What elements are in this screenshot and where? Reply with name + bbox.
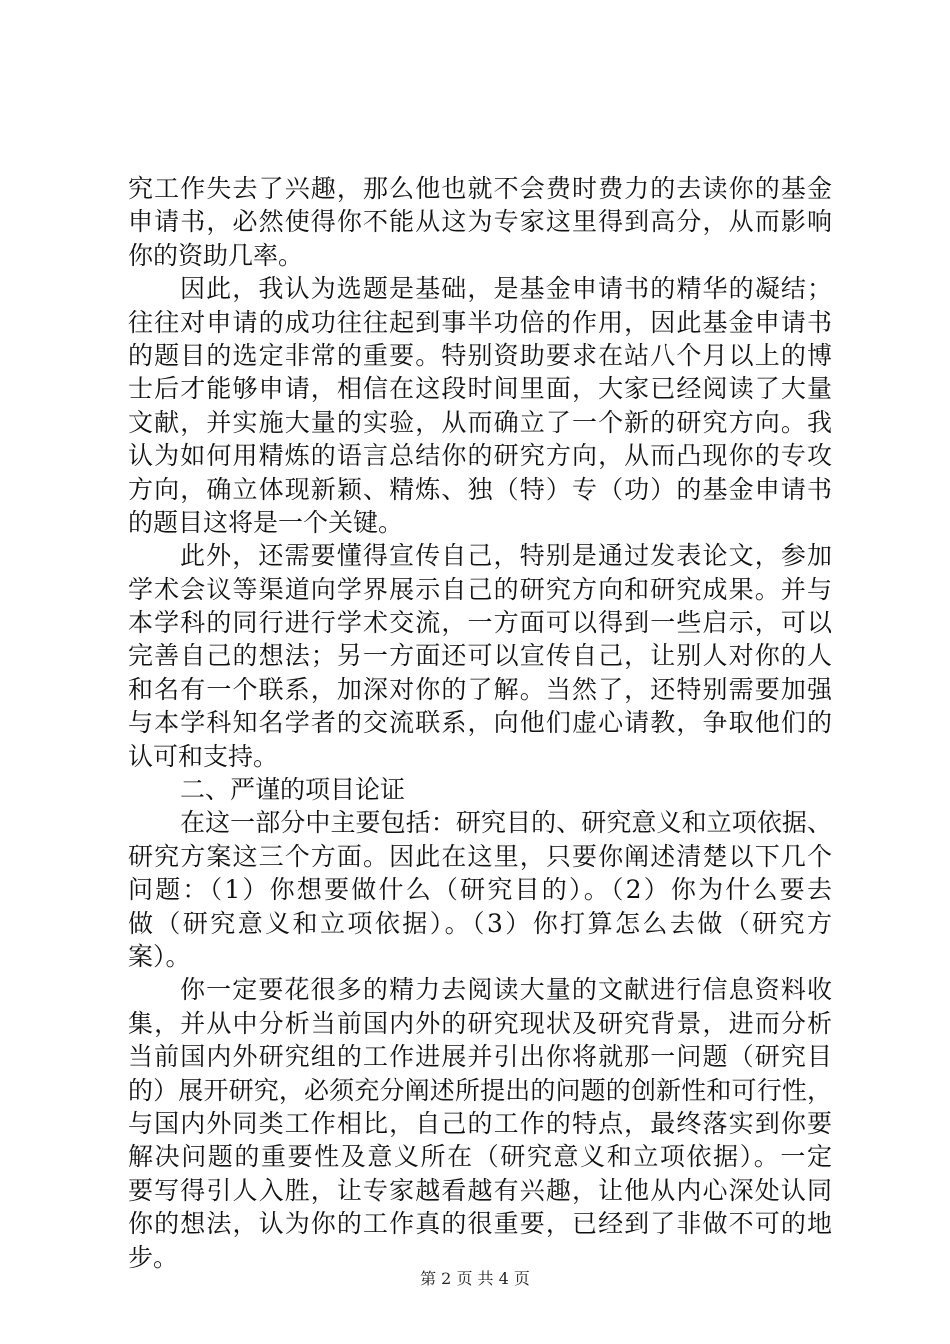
text-line: 你一定要花很多的精力去阅读大量的文献进行信息资料收 xyxy=(180,975,832,1005)
text-line: 的题目的选定非常的重要。特别资助要求在站八个月以上的博 xyxy=(128,340,832,370)
text-line: 文献，并实施大量的实验，从而确立了一个新的研究方向。我 xyxy=(128,407,832,437)
text-line: 与国内外同类工作相比，自己的工作的特点，最终落实到你要 xyxy=(128,1108,832,1138)
text-line: 集，并从中分析当前国内外的研究现状及研究背景，进而分析 xyxy=(128,1008,832,1038)
paragraph xyxy=(128,172,832,272)
text-line: 二、严谨的项目论证 xyxy=(180,775,406,805)
text-line: 往往对申请的成功往往起到事半功倍的作用，因此基金申请书 xyxy=(128,307,832,337)
text-line: 士后才能够申请，相信在这段时间里面，大家已经阅读了大量 xyxy=(128,374,832,404)
text-line: 当前国内外研究组的工作进展并引出你将就那一问题（研究目 xyxy=(128,1042,832,1072)
text-line: 和名有一个联系，加深对你的了解。当然了，还特别需要加强 xyxy=(128,674,832,704)
paragraph xyxy=(128,773,832,806)
text-line: 解决问题的重要性及意义所在（研究意义和立项依据）。一定 xyxy=(128,1142,832,1172)
text-line: 研究方案这三个方面。因此在这里，只要你阐述清楚以下几个 xyxy=(128,841,832,871)
text-line: 案）。 xyxy=(128,941,191,971)
text-line: 本学科的同行进行学术交流，一方面可以得到一些启示，可以 xyxy=(128,608,832,638)
text-line: 究工作失去了兴趣，那么他也就不会费时费力的去读你的基金 xyxy=(128,174,832,203)
text-line: 完善自己的想法；另一方面还可以宣传自己，让别人对你的人 xyxy=(128,641,832,671)
text-line: 方向，确立体现新颖、精炼、独（特）专（功）的基金申请书 xyxy=(128,474,832,504)
paragraph xyxy=(128,806,832,973)
text-line: 认为如何用精炼的语言总结你的研究方向，从而凸现你的专攻 xyxy=(128,441,832,471)
text-line: 你的想法，认为你的工作真的很重要，已经到了非做不可的地 xyxy=(128,1209,832,1239)
text-line: 你的资助几率。 xyxy=(128,240,304,270)
text-line: 的题目这将是一个关键。 xyxy=(128,507,404,537)
text-line: 与本学科知名学者的交流联系，向他们虚心请教，争取他们的 xyxy=(128,708,832,738)
paragraph xyxy=(128,973,832,1274)
text-line: 此外，还需要懂得宣传自己，特别是通过发表论文，参加 xyxy=(180,541,832,571)
text-line: 申请书，必然使得你不能从这为专家这里得到高分，从而影响 xyxy=(128,207,832,237)
page-footer: 第 2 页 共 4 页 xyxy=(420,1269,530,1288)
text-line: 做（研究意义和立项依据）。（3）你打算怎么去做（研究方 xyxy=(128,908,832,938)
text-line: 学术会议等渠道向学界展示自己的研究方向和研究成果。并与 xyxy=(128,574,832,604)
paragraph xyxy=(128,539,832,773)
text-line: 认可和支持。 xyxy=(128,741,279,771)
text-line: 因此，我认为选题是基础，是基金申请书的精华的凝结； xyxy=(180,274,832,304)
paragraph xyxy=(128,272,832,539)
text-line: 的）展开研究，必须充分阐述所提出的问题的创新性和可行性， xyxy=(128,1075,832,1105)
text-line: 要写得引人入胜，让专家越看越有兴趣，让他从内心深处认同 xyxy=(128,1175,832,1205)
text-line: 问题：（1）你想要做什么（研究目的）。（2）你为什么要去 xyxy=(128,875,832,905)
text-line: 步。 xyxy=(128,1242,179,1272)
text-line: 在这一部分中主要包括：研究目的、研究意义和立项依据、 xyxy=(180,808,832,838)
document-body xyxy=(128,172,832,1274)
